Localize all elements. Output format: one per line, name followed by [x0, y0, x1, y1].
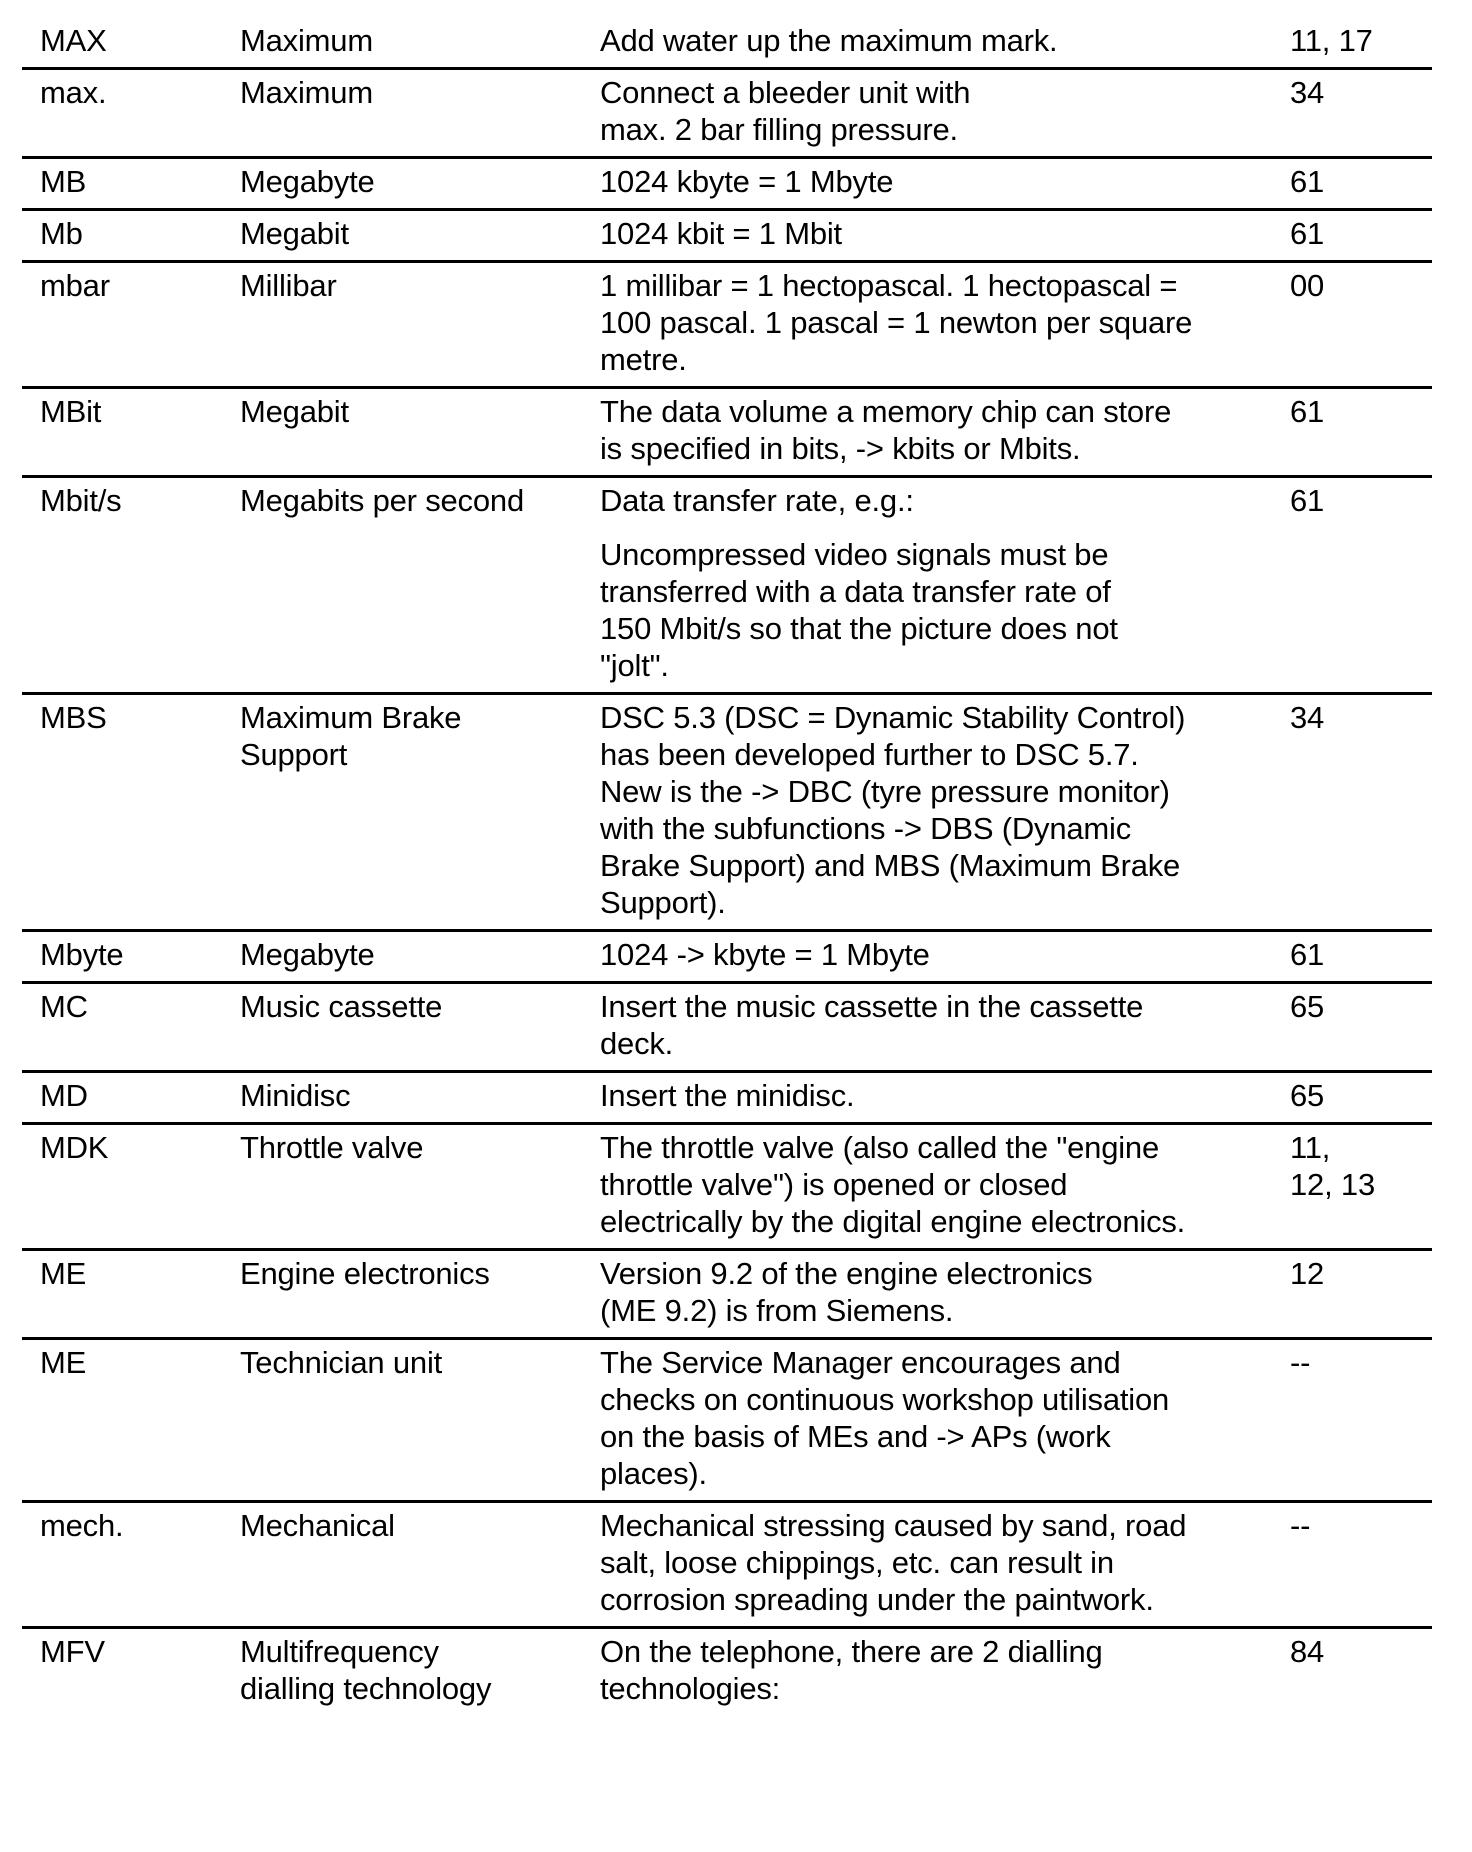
abbreviation-cell: max.: [40, 75, 107, 110]
reference-cell: 84: [1290, 1634, 1325, 1669]
reference-cell: 11, 12, 13: [1290, 1130, 1375, 1202]
abbreviation-cell: mbar: [40, 268, 110, 303]
description-paragraph: Mechanical stressing caused by sand, road salt, loose chippings, etc. can result in corrosion spreading under the paintwork.: [600, 1508, 1187, 1617]
term-cell: Mechanical: [240, 1508, 395, 1543]
term-cell: Megabit: [240, 216, 349, 251]
description-paragraph: The Service Manager encourages and checks on continuous workshop utilisation on the basis of MEs and -> APs (work places).: [600, 1345, 1170, 1491]
description-paragraph: 1024 kbit = 1 Mbit: [600, 216, 842, 251]
description-cell: [600, 1255, 1290, 1329]
term-cell: Music cassette: [240, 989, 443, 1024]
abbreviation-cell: MDK: [40, 1130, 109, 1165]
table-row: [22, 695, 1432, 932]
description-paragraph: Connect a bleeder unit with max. 2 bar filling pressure.: [600, 75, 971, 147]
abbreviation-cell: Mbit/s: [40, 483, 122, 518]
description-paragraph: Insert the music cassette in the cassette deck.: [600, 989, 1144, 1061]
reference-cell: 34: [1290, 75, 1325, 110]
description-cell: [600, 699, 1290, 921]
term-cell: Megabyte: [240, 164, 375, 199]
reference-cell: 34: [1290, 700, 1325, 735]
description-cell: [600, 1129, 1290, 1240]
table-row: [22, 70, 1432, 159]
description-cell: [600, 482, 1290, 684]
description-paragraph: On the telephone, there are 2 dialling technologies:: [600, 1634, 1103, 1706]
table-row: [22, 18, 1432, 70]
abbreviation-cell: MBS: [40, 700, 107, 735]
term-cell: Engine electronics: [240, 1256, 490, 1291]
abbreviation-cell: MBit: [40, 394, 102, 429]
abbreviation-cell: MB: [40, 164, 87, 199]
description-paragraph: Add water up the maximum mark.: [600, 23, 1058, 58]
description-paragraph: 1024 -> kbyte = 1 Mbyte: [600, 937, 930, 972]
reference-cell: 61: [1290, 483, 1325, 518]
table-row: [22, 1251, 1432, 1340]
table-row: [22, 1629, 1432, 1715]
abbreviation-cell: MD: [40, 1078, 88, 1113]
description-cell: [600, 936, 1290, 973]
abbreviation-cell: ME: [40, 1256, 87, 1291]
reference-cell: 00: [1290, 268, 1325, 303]
abbreviation-cell: ME: [40, 1345, 87, 1380]
table-row: [22, 389, 1432, 478]
table-row: [22, 159, 1432, 211]
reference-cell: 65: [1290, 989, 1325, 1024]
description-cell: [600, 1344, 1290, 1492]
table-row: [22, 1125, 1432, 1251]
table-row: [22, 1503, 1432, 1629]
description-paragraph: DSC 5.3 (DSC = Dynamic Stability Control) has been developed further to DSC 5.7. New is the -> DBC (tyre pressure monitor) with the subfunctions -> DBS (Dynamic Brake Support) and MBS (Maximum Brake Support).: [600, 700, 1186, 920]
description-cell: [600, 1077, 1290, 1114]
description-cell: [600, 215, 1290, 252]
abbreviation-cell: Mbyte: [40, 937, 124, 972]
description-cell: [600, 988, 1290, 1062]
reference-cell: 61: [1290, 394, 1325, 429]
table-row: [22, 211, 1432, 263]
abbreviation-cell: Mb: [40, 216, 83, 251]
term-cell: Throttle valve: [240, 1130, 424, 1165]
abbreviation-cell: MC: [40, 989, 88, 1024]
description-cell: [600, 393, 1290, 467]
table-row: [22, 478, 1432, 695]
term-cell: Megabit: [240, 394, 349, 429]
reference-cell: 12: [1290, 1256, 1325, 1291]
term-cell: Maximum: [240, 23, 373, 58]
table-row: [22, 1073, 1432, 1125]
abbreviation-cell: MFV: [40, 1634, 105, 1669]
term-cell: Maximum Brake Support: [240, 700, 462, 772]
term-cell: Megabyte: [240, 937, 375, 972]
description-paragraph: Insert the minidisc.: [600, 1078, 855, 1113]
description-paragraph: Data transfer rate, e.g.:: [600, 483, 914, 518]
description-paragraph: Version 9.2 of the engine electronics (ME 9.2) is from Siemens.: [600, 1256, 1093, 1328]
description-cell: [600, 22, 1290, 59]
term-cell: Technician unit: [240, 1345, 443, 1380]
table-row: [22, 263, 1432, 389]
table-row: [22, 1340, 1432, 1503]
glossary-table: [22, 18, 1432, 1715]
reference-cell: 61: [1290, 164, 1325, 199]
term-cell: Megabits per second: [240, 483, 524, 518]
term-cell: Maximum: [240, 75, 373, 110]
description-paragraph: 1024 kbyte = 1 Mbyte: [600, 164, 894, 199]
description-cell: [600, 163, 1290, 200]
reference-cell: 61: [1290, 216, 1325, 251]
term-cell: Millibar: [240, 268, 337, 303]
reference-cell: 11, 17: [1290, 23, 1373, 58]
description-paragraph: Uncompressed video signals must be transferred with a data transfer rate of 150 Mbit/s so that the picture does not "jolt".: [600, 537, 1118, 683]
term-cell: Minidisc: [240, 1078, 351, 1113]
description-paragraph: The throttle valve (also called the "engine throttle valve") is opened or closed electrically by the digital engine electronics.: [600, 1130, 1186, 1239]
description-cell: [600, 267, 1290, 378]
reference-cell: 61: [1290, 937, 1325, 972]
description-cell: [600, 74, 1290, 148]
reference-cell: --: [1290, 1345, 1311, 1380]
description-cell: [600, 1507, 1290, 1618]
description-cell: [600, 1633, 1290, 1707]
table-row: [22, 932, 1432, 984]
description-paragraph: 1 millibar = 1 hectopascal. 1 hectopascal = 100 pascal. 1 pascal = 1 newton per square metre.: [600, 268, 1193, 377]
reference-cell: --: [1290, 1508, 1311, 1543]
description-paragraph: The data volume a memory chip can store is specified in bits, -> kbits or Mbits.: [600, 394, 1172, 466]
reference-cell: 65: [1290, 1078, 1325, 1113]
term-cell: Multifrequency dialling technology: [240, 1634, 492, 1706]
abbreviation-cell: MAX: [40, 23, 107, 58]
table-row: [22, 984, 1432, 1073]
abbreviation-cell: mech.: [40, 1508, 124, 1543]
